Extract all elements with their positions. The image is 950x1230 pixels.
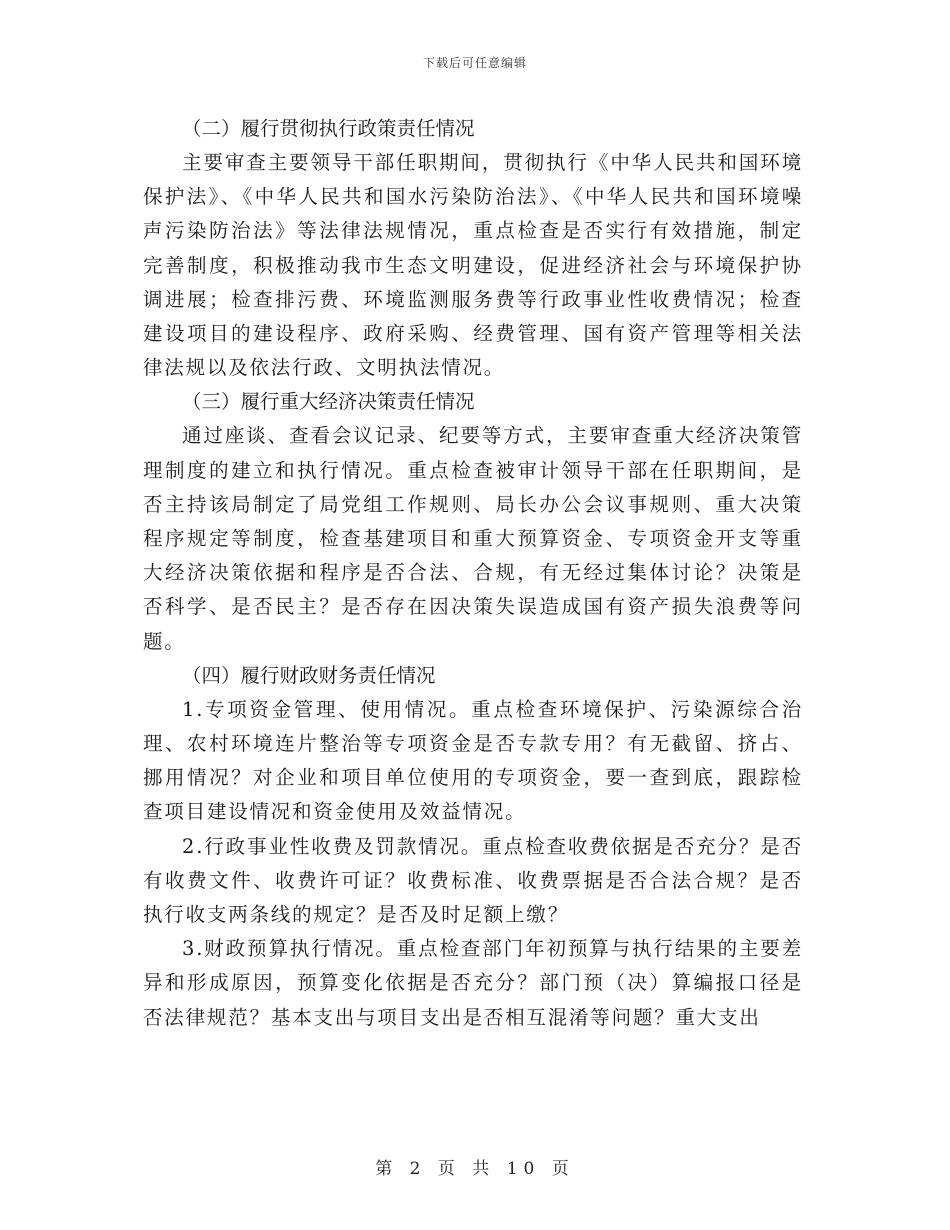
page-footer: 第 2 页 共 10 页 — [375, 1159, 575, 1179]
paragraph: 3.财政预算执行情况。重点检查部门年初预算与执行结果的主要差异和形成原因，预算变化依据是否充分？部门预（决）算编报口径是否法律规范？基本支出与项目支出是否相互混淆等问题？重大支出 — [143, 937, 803, 1029]
page-header: 下载后可任意编辑 — [422, 56, 527, 70]
section-heading: （二）履行贯彻执行政策责任情况 — [182, 117, 475, 140]
paragraph: 主要审查主要领导干部任职期间，贯彻执行《中华人民共和国环境保护法》、《中华人民共和国水污染防治法》、《中华人民共和国环境噪声污染防治法》等法律法规情况，重点检查是否实行有效措施，制定完善制度，积极推动我市生态文明建设，促进经济社会与环境保护协调进展；检查排污费、环境监测服务费等行政事业性收费情况；检查建设项目的建设程序、政府采购、经费管理、国有资产管理等相关法律法规以及依法行政、文明执法情况。 — [143, 151, 803, 380]
paragraph: 2.行政事业性收费及罚款情况。重点检查收费依据是否充分？是否有收费文件、收费许可证？收费标准、收费票据是否合法合规？是否执行收支两条线的规定？是否及时足额上缴？ — [143, 834, 803, 927]
document-body — [143, 112, 803, 1035]
section-heading: （三）履行重大经济决策责任情况 — [182, 390, 475, 414]
paragraph: 通过座谈、查看会议记录、纪要等方式，主要审查重大经济决策管理制度的建立和执行情况。重点检查被审计领导干部在任职期间，是否主持该局制定了局党组工作规则、局长办公会议事规则、重大决策程序规定等制度，检查基建项目和重大预算资金、专项资金开支等重大经济决策依据和程序是否合法、合规，有无经过集体讨论？决策是否科学、是否民主？是否存在因决策失误造成国有资产损失浪费等问题。 — [143, 424, 803, 653]
section-heading: （四）履行财政财务责任情况 — [182, 663, 436, 687]
paragraph: 1.专项资金管理、使用情况。重点检查环境保护、污染源综合治理、农村环境连片整治等专项资金是否专款专用？有无截留、挤占、挪用情况？对企业和项目单位使用的专项资金，要一查到底，跟踪检查项目建设情况和资金使用及效益情况。 — [143, 697, 803, 824]
